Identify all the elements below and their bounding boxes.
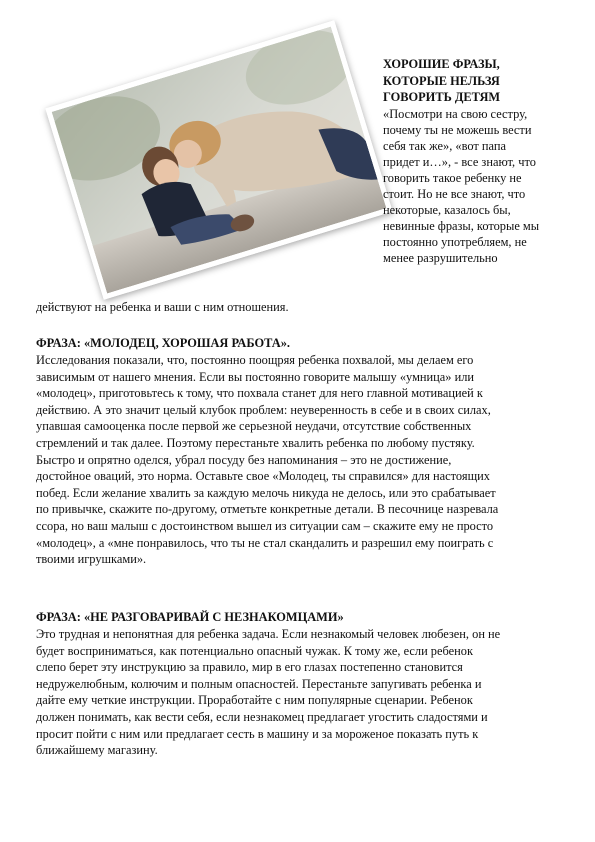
body-line: недружелюбным, колючим и полным опасностей. Перестаньте запугивать ребенка и [36,676,482,691]
body-line: ближайшему магазину. [36,743,158,758]
body-line: по привычке, скажите по-другому, отметьте конкретные детали. В песочнице назревала [36,502,499,517]
intro-text [383,106,573,266]
title-line: ХОРОШИЕ ФРАЗЫ, [383,57,500,71]
section-strangers [36,609,566,759]
intro-line: менее разрушительно [383,250,498,265]
body-line: ссора, но ваш малыш с достоинством вышел из ситуации сам – скажите ему не просто [36,518,494,533]
intro-line: придет и…», - все знают, что [383,154,536,169]
body-line: Быстро и опрятно оделся, убрал посуду без напоминания – это не достижение, [36,452,452,467]
intro-tail-line: действуют на ребенка и ваши с ним отношения. [36,300,289,314]
article-title [383,56,573,106]
body-line: достойное оваций, это норма. Оставьте свое «Молодец, ты справился» для настоящих [36,469,490,484]
body-line: дайте ему четкие инструкции. Проработайте с ним популярные сценарии. Ребенок [36,693,473,708]
body-line: должен понимать, как вести себя, если незнакомец предлагает угостить сладостями и [36,709,488,724]
body-line: действию. А это значит целый клубок проблем: неуверенность в себе и в своих силах, [36,402,491,417]
title-line: ГОВОРИТЬ ДЕТЯМ [383,90,501,104]
intro-line: «Посмотри на свою сестру, [383,106,528,121]
section-body [36,626,566,759]
section-praise [36,335,566,568]
body-line: упавшая самооценка после первой же серьезной неудачи, отсутствие собственных [36,419,472,434]
body-line: «молодец», приготовьтесь к тому, что похвала станет для него главной мотивацией к [36,386,483,401]
intro-line: невинные фразы, которые мы [383,218,540,233]
body-line: слепо берет эту инструкцию за правило, мир в его глазах постепенно становится [36,660,463,675]
intro-line: почему ты не можешь вести [383,122,532,137]
section-heading: ФРАЗА: «НЕ РАЗГОВАРИВАЙ С НЕЗНАКОМЦАМИ» [36,610,344,624]
intro-line: постоянно употребляем, не [383,234,527,249]
intro-block [383,56,573,266]
body-line: твоими игрушками». [36,552,147,567]
body-line: побед. Если желание хвалить за каждую мелочь никуда не делось, или это срабатывает [36,485,496,500]
mother-and-child-photo [45,20,392,300]
body-line: будет восприниматься, как потенциально опасный чужак. К тому же, если ребенок [36,643,473,658]
intro-line: некоторые, казалось бы, [383,202,511,217]
title-line: КОТОРЫЕ НЕЛЬЗЯ [383,73,500,88]
article-photo-frame [40,24,380,294]
body-line: Исследования показали, что, постоянно поощряя ребенка похвалой, мы делаем его [36,353,474,367]
body-line: зависимым от нашего мнения. Если вы постоянно говорите малышу «умница» или [36,369,475,384]
intro-line: стоит. Но не все знают, что [383,186,526,201]
section-heading: ФРАЗА: «МОЛОДЕЦ, ХОРОШАЯ РАБОТА». [36,336,291,350]
intro-line: себя так же», «вот папа [383,138,507,153]
section-body [36,352,566,568]
body-line: стремлений и так далее. Поэтому перестаньте хвалить ребенка по любому пустяку. [36,435,475,450]
body-line: «молодец», а «мне понравилось, что ты не стал скандалить и разрешил ему поиграть с [36,535,494,550]
body-line: просит пойти с ним или предлагает сесть в машину и за мороженое показать путь к [36,726,479,741]
intro-line: говорить такое ребенку не [383,170,522,185]
body-line: Это трудная и непонятная для ребенка задача. Если незнакомый человек любезен, он не [36,627,501,641]
photo-illustration [52,26,387,293]
